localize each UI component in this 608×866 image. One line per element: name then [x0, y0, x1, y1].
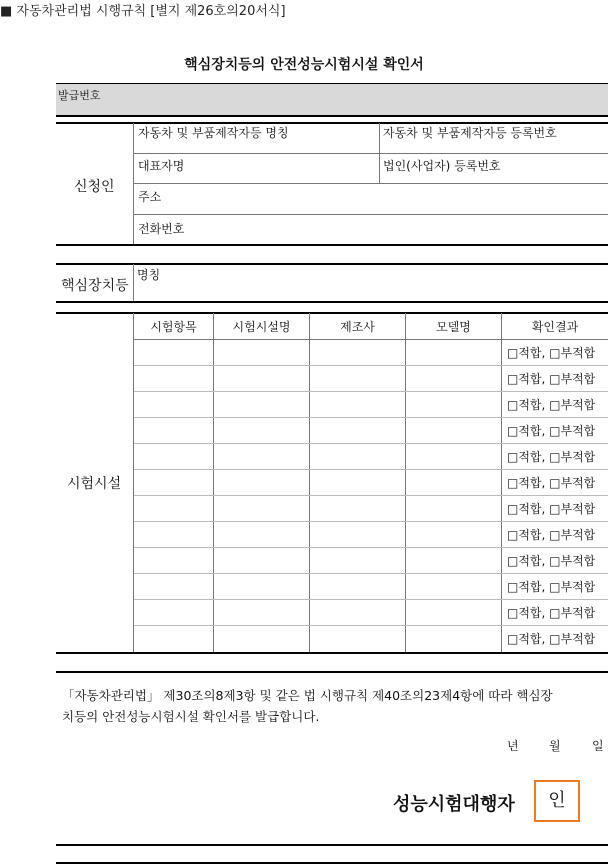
representative-label: 대표자명 — [138, 159, 185, 173]
result-checkbox-group[interactable]: □적합, □부적합 — [507, 554, 596, 568]
col-facility-name: 시험시설명 — [232, 320, 291, 334]
date-month-label: 월 — [549, 739, 561, 753]
facility-section-label: 시험시설 — [67, 476, 122, 492]
applicant-name-label: 자동차 및 부품제작자등 명칭 — [138, 126, 289, 140]
applicant-row2-line — [133, 183, 608, 184]
row-line — [134, 469, 608, 470]
result-checkbox-group[interactable]: □적합, □부적합 — [507, 606, 596, 620]
facility-top-border — [56, 312, 608, 314]
core-device-divider — [133, 264, 134, 301]
corp-reg-no-label: 법인(사업자) 등록번호 — [383, 159, 501, 173]
applicant-section-label: 신청인 — [74, 179, 115, 195]
bottom-border-2 — [56, 862, 608, 864]
date-day-label: 일 — [592, 739, 604, 753]
row-line — [134, 417, 608, 418]
col-result: 확인결과 — [531, 320, 579, 334]
facility-bottom-border — [56, 652, 608, 654]
statement-line-1: 「자동차관리법」 제30조의8제3항 및 같은 법 시행규칙 제40조의23제4항에 따라 핵심장 — [62, 688, 553, 703]
col-test-item: 시험항목 — [150, 320, 197, 334]
row-line — [134, 365, 608, 366]
col-divider-1 — [213, 313, 214, 653]
col-divider-4 — [501, 313, 502, 653]
result-checkbox-group[interactable]: □적합, □부적합 — [507, 424, 596, 438]
bottom-border-1 — [56, 844, 608, 846]
header-row-line — [133, 339, 608, 340]
statement-line-2: 치등의 안전성능시험시설 확인서를 발급합니다. — [62, 709, 320, 724]
applicant-row1-line — [133, 153, 608, 154]
row-line — [134, 547, 608, 548]
row-line — [134, 625, 608, 626]
row-line — [134, 573, 608, 574]
address-label: 주소 — [138, 190, 162, 204]
core-device-section-label: 핵심장치등 — [61, 278, 129, 294]
result-checkbox-group[interactable]: □적합, □부적합 — [507, 346, 596, 360]
core-device-bottom-border — [56, 301, 608, 303]
result-checkbox-group[interactable]: □적합, □부적합 — [507, 476, 596, 490]
applicant-row3-line — [133, 214, 608, 215]
applicant-divider — [133, 123, 134, 245]
facility-divider — [133, 313, 134, 653]
phone-label: 전화번호 — [138, 222, 185, 236]
col-model-name: 모델명 — [436, 320, 471, 334]
result-checkbox-group[interactable]: □적합, □부적합 — [507, 372, 596, 386]
row-line — [134, 521, 608, 522]
row-line — [134, 443, 608, 444]
result-checkbox-group[interactable]: □적합, □부적합 — [507, 502, 596, 516]
form-header: ■ 자동차관리법 시행규칙 [별지 제26호의20서식] — [0, 4, 286, 19]
issue-number-label: 발급번호 — [58, 89, 101, 102]
applicant-bottom-border — [56, 244, 608, 246]
col-manufacturer: 제조사 — [340, 320, 375, 334]
row-line — [134, 391, 608, 392]
result-checkbox-group[interactable]: □적합, □부적합 — [507, 580, 596, 594]
row-line — [134, 599, 608, 600]
result-checkbox-group[interactable]: □적합, □부적합 — [507, 632, 596, 646]
core-device-name-label: 명칭 — [137, 268, 161, 282]
result-checkbox-group[interactable]: □적합, □부적합 — [507, 450, 596, 464]
statement-top-border — [56, 671, 608, 673]
col-divider-2 — [309, 313, 310, 653]
issue-number-band — [56, 84, 608, 115]
col-divider-3 — [405, 313, 406, 653]
result-checkbox-group[interactable]: □적합, □부적합 — [507, 398, 596, 412]
row-line — [134, 495, 608, 496]
seal-box[interactable]: 인 — [534, 780, 580, 822]
issue-band-bottom — [56, 115, 608, 117]
applicant-reg-no-label: 자동차 및 부품제작자등 등록번호 — [383, 126, 557, 140]
date-year-label: 년 — [507, 739, 519, 753]
core-device-top-border — [56, 263, 608, 265]
result-checkbox-group[interactable]: □적합, □부적합 — [507, 528, 596, 542]
issuer-label: 성능시험대행자 — [393, 794, 515, 815]
document-title: 핵심장치등의 안전성능시험시설 확인서 — [184, 57, 424, 73]
